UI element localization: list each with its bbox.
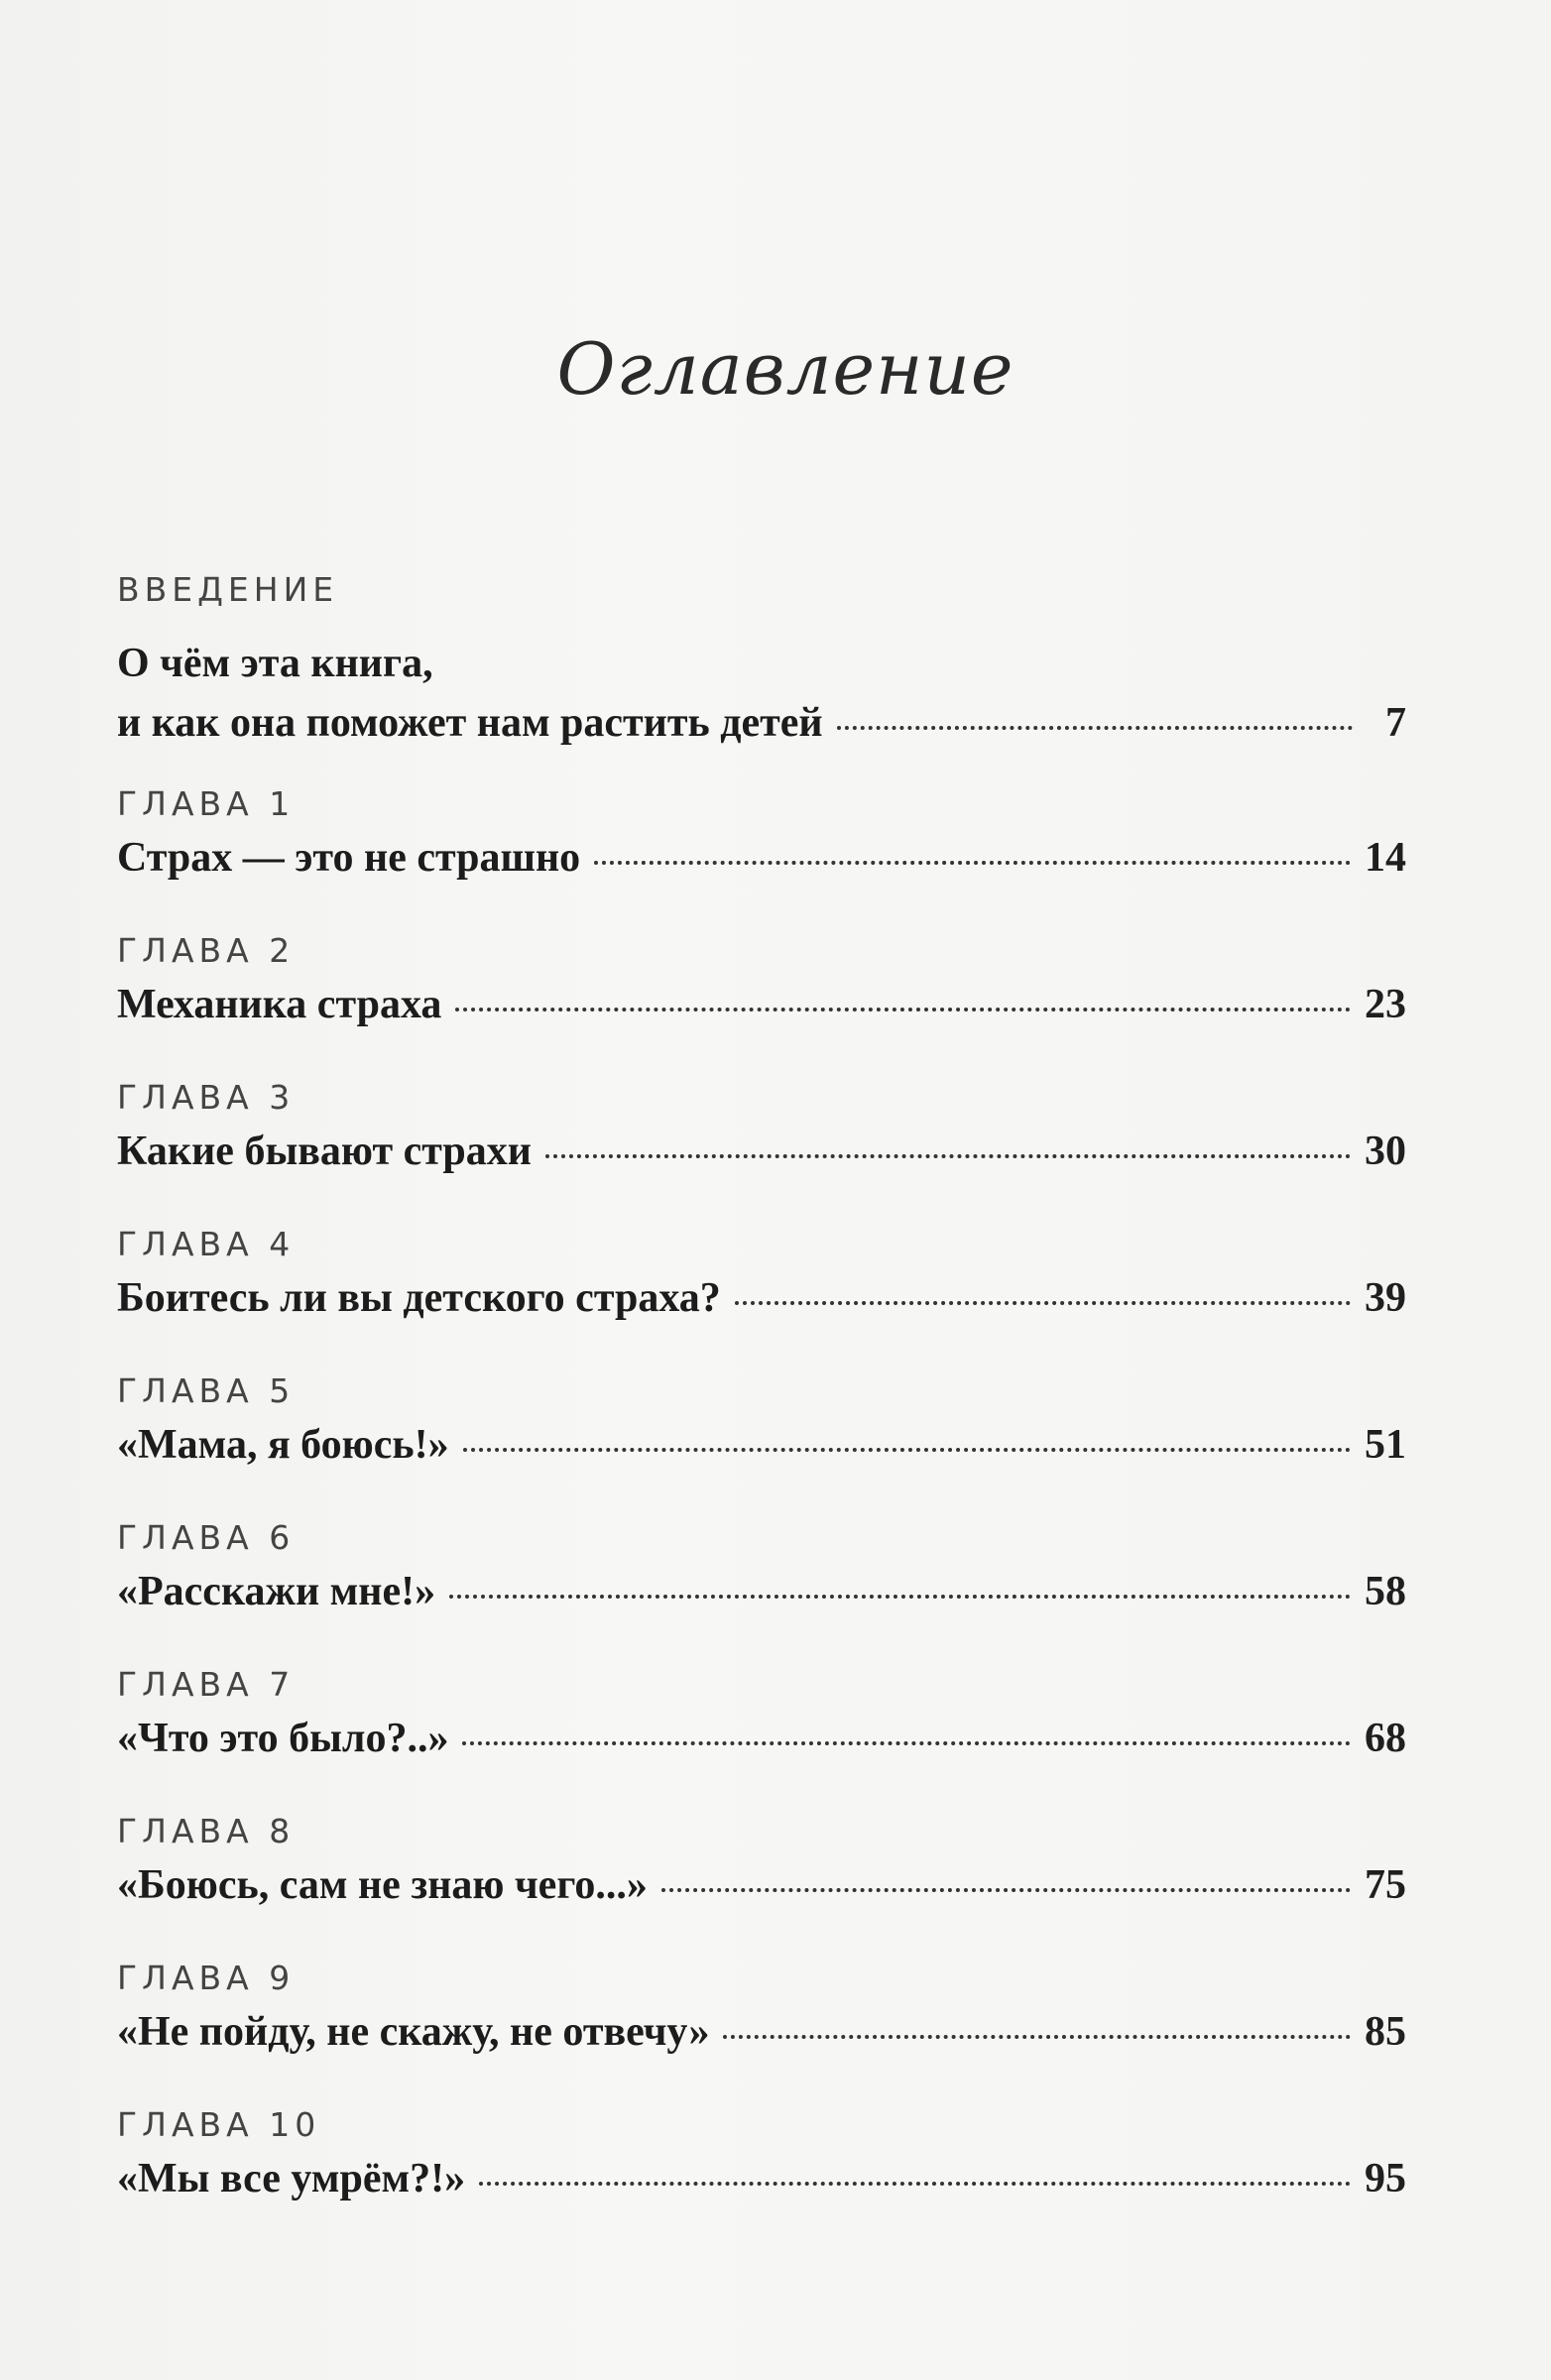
entry-title: «Что это было?..» [117,1716,449,1761]
entry-label: ГЛАВА 8 [117,1812,296,1850]
dot-leader [661,1888,1351,1892]
entry-title: Какие бывают страхи [117,1129,532,1174]
entry-title-line1: О чём эта книга, [117,641,433,686]
dot-leader [463,1448,1351,1452]
toc-entry-chapter-4[interactable] [117,1215,1406,1362]
dot-leader [449,1595,1351,1599]
entry-label: ГЛАВА 10 [117,2105,321,2144]
table-of-contents [117,560,1406,2242]
toc-entry-chapter-5[interactable] [117,1362,1406,1508]
page-number: 23 [1365,982,1406,1027]
entry-label: ГЛАВА 1 [117,784,296,823]
entry-label: ВВЕДЕНИЕ [117,570,339,609]
dot-leader [545,1154,1351,1158]
toc-entry-chapter-9[interactable] [117,1949,1406,2095]
toc-entry-chapter-8[interactable] [117,1802,1406,1949]
page-number: 75 [1365,1862,1406,1908]
toc-entry-chapter-6[interactable] [117,1508,1406,1655]
dot-leader [837,726,1353,730]
entry-title: и как она поможет нам растить детей [117,700,823,746]
entry-label: ГЛАВА 6 [117,1518,296,1557]
dot-leader [462,1741,1351,1745]
entry-label: ГЛАВА 5 [117,1371,296,1410]
toc-entry-chapter-3[interactable] [117,1068,1406,1215]
entry-label: ГЛАВА 7 [117,1665,296,1704]
toc-entry-chapter-1[interactable] [117,774,1406,921]
dot-leader [479,2182,1351,2186]
toc-entry-chapter-10[interactable] [117,2095,1406,2242]
entry-title: «Расскажи мне!» [117,1569,436,1614]
entry-title: Страх — это не страшно [117,835,581,881]
entry-title: «Мама, я боюсь!» [117,1422,449,1468]
page-number: 85 [1365,2009,1406,2055]
entry-title: «Боюсь, сам не знаю чего...» [117,1862,648,1908]
page-number: 39 [1365,1275,1406,1321]
dot-leader [455,1008,1351,1012]
entry-title: Боитесь ли вы детского страха? [117,1275,721,1321]
toc-entry-chapter-7[interactable] [117,1655,1406,1802]
page-number: 7 [1385,700,1406,746]
dot-leader [735,1301,1351,1305]
page-number: 68 [1365,1716,1406,1761]
page-number: 14 [1365,835,1406,881]
page-number: 30 [1365,1129,1406,1174]
entry-title: «Не пойду, не скажу, не отвечу» [117,2009,710,2055]
page-number: 51 [1365,1422,1406,1468]
entry-label: ГЛАВА 2 [117,931,296,970]
toc-entry-intro[interactable] [117,560,1406,774]
entry-title: «Мы все умрём?!» [117,2156,466,2202]
toc-entry-chapter-2[interactable] [117,921,1406,1068]
page-number: 58 [1365,1569,1406,1614]
dot-leader [594,861,1351,865]
entry-title: Механика страха [117,982,442,1027]
dot-leader [723,2035,1351,2039]
entry-label: ГЛАВА 4 [117,1225,296,1263]
page-number: 95 [1365,2156,1406,2202]
entry-label: ГЛАВА 9 [117,1959,296,1997]
page-title: Оглавление [556,327,1014,411]
entry-label: ГЛАВА 3 [117,1078,296,1117]
